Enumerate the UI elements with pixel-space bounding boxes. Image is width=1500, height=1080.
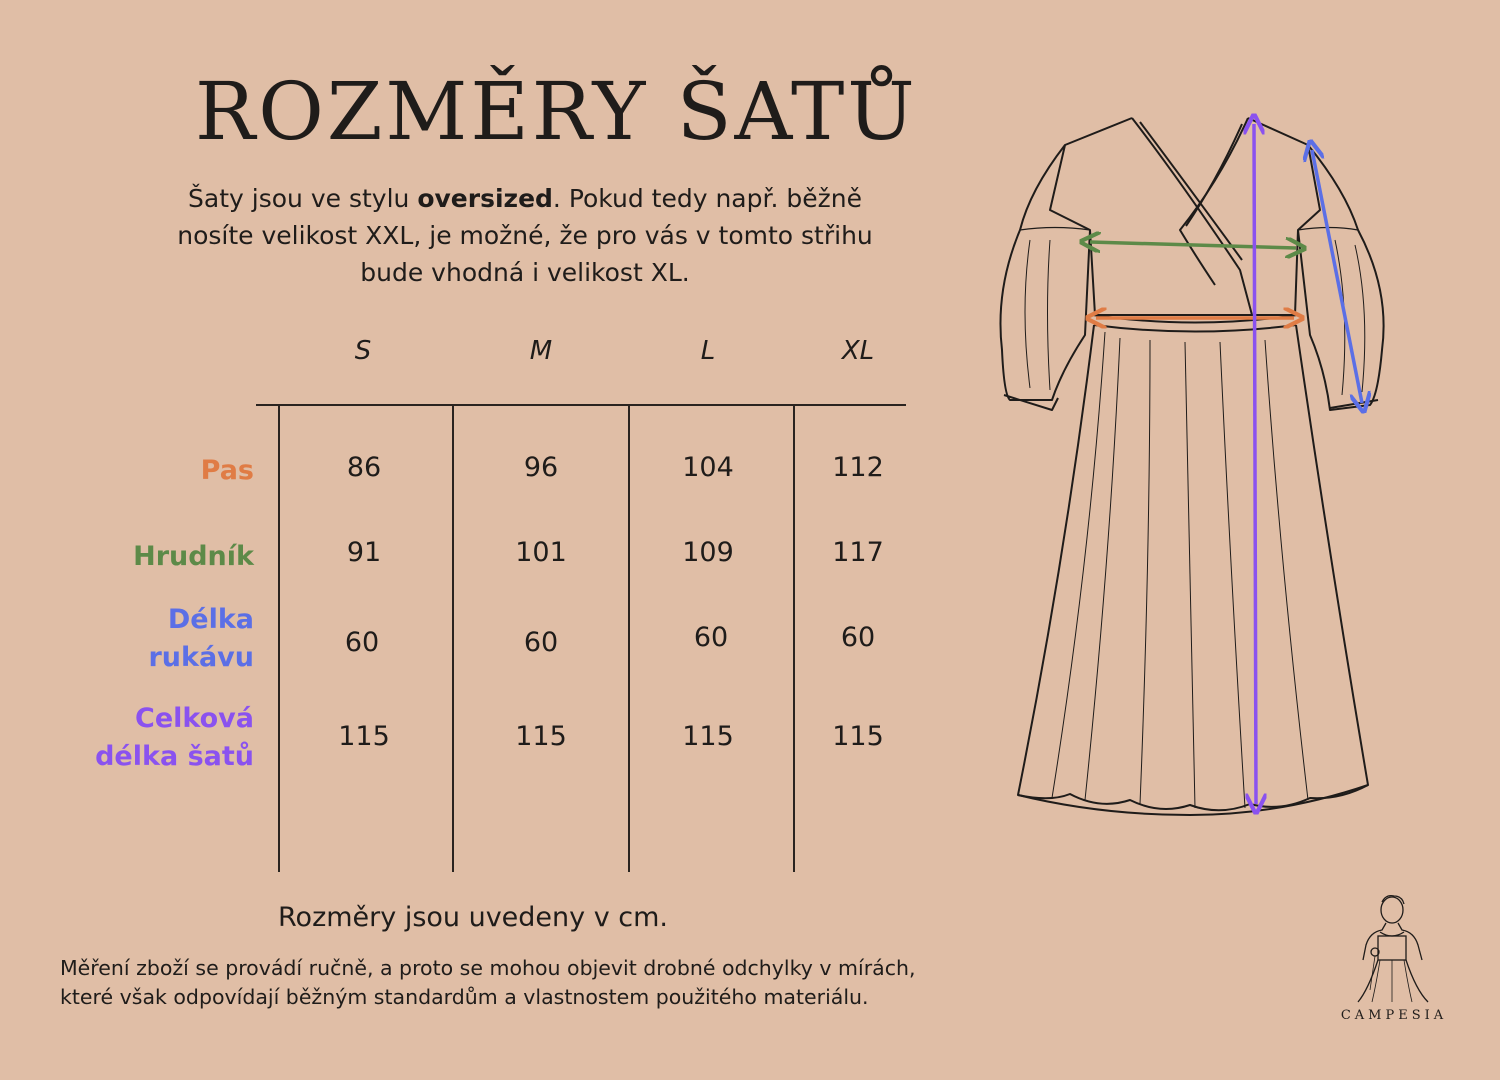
row-label-pas: Pas [200,455,254,486]
table-cell: 96 [523,452,559,483]
page-title: ROZMĚRY ŠATŮ [195,65,918,158]
table-cell: 91 [346,537,382,568]
table-cell: 60 [693,622,729,653]
table-cell: 115 [515,721,567,752]
table-cell: 115 [338,721,390,752]
row-label-celkova-delka: Celková délka šatů [95,703,254,772]
units-note: Rozměry jsou uvedeny v cm. [278,902,669,933]
size-header-l: L [700,336,716,366]
sleeve-arrow [1312,150,1362,403]
table-column-divider [278,404,280,872]
table-column-divider [793,404,795,872]
table-cell: 86 [346,452,382,483]
row-label-hrudnik: Hrudník [133,541,254,572]
table-cell: 60 [344,627,380,658]
oversized-emphasis: oversized [417,184,553,213]
table-cell: 112 [832,452,884,483]
size-header-s: S [354,336,372,366]
table-cell: 60 [840,622,876,653]
intro-text: Šaty jsou ve stylu oversized. Pokud tedy např. běžně nosíte velikost XXL, je možné, že pro vás v tomto střihu bude vhodná i velikost XL. [177,184,873,287]
length-arrow [1254,124,1256,804]
table-cell: 117 [832,537,884,568]
table-column-divider [628,404,630,872]
measurement-disclaimer: Měření zboží se provádí ručně, a proto se mohou objevit drobné odchylky v mírách, které však odpovídají běžným standardům a vlastnostem použitého materiálu. [60,956,916,1009]
table-cell: 101 [515,537,567,568]
table-cell: 115 [832,721,884,752]
table-cell: 104 [682,452,734,483]
chest-arrow [1090,242,1296,248]
dress-illustration-icon [990,110,1400,830]
brand-name: CAMPESIA [1340,1008,1448,1023]
table-cell: 115 [682,721,734,752]
size-header-xl: XL [841,336,875,366]
table-column-divider [452,404,454,872]
table-header-divider [256,404,906,406]
table-cell: 60 [523,627,559,658]
size-header-m: M [529,336,553,366]
table-cell: 109 [682,537,734,568]
row-label-delka-rukavu: Délka rukávu [148,604,254,673]
